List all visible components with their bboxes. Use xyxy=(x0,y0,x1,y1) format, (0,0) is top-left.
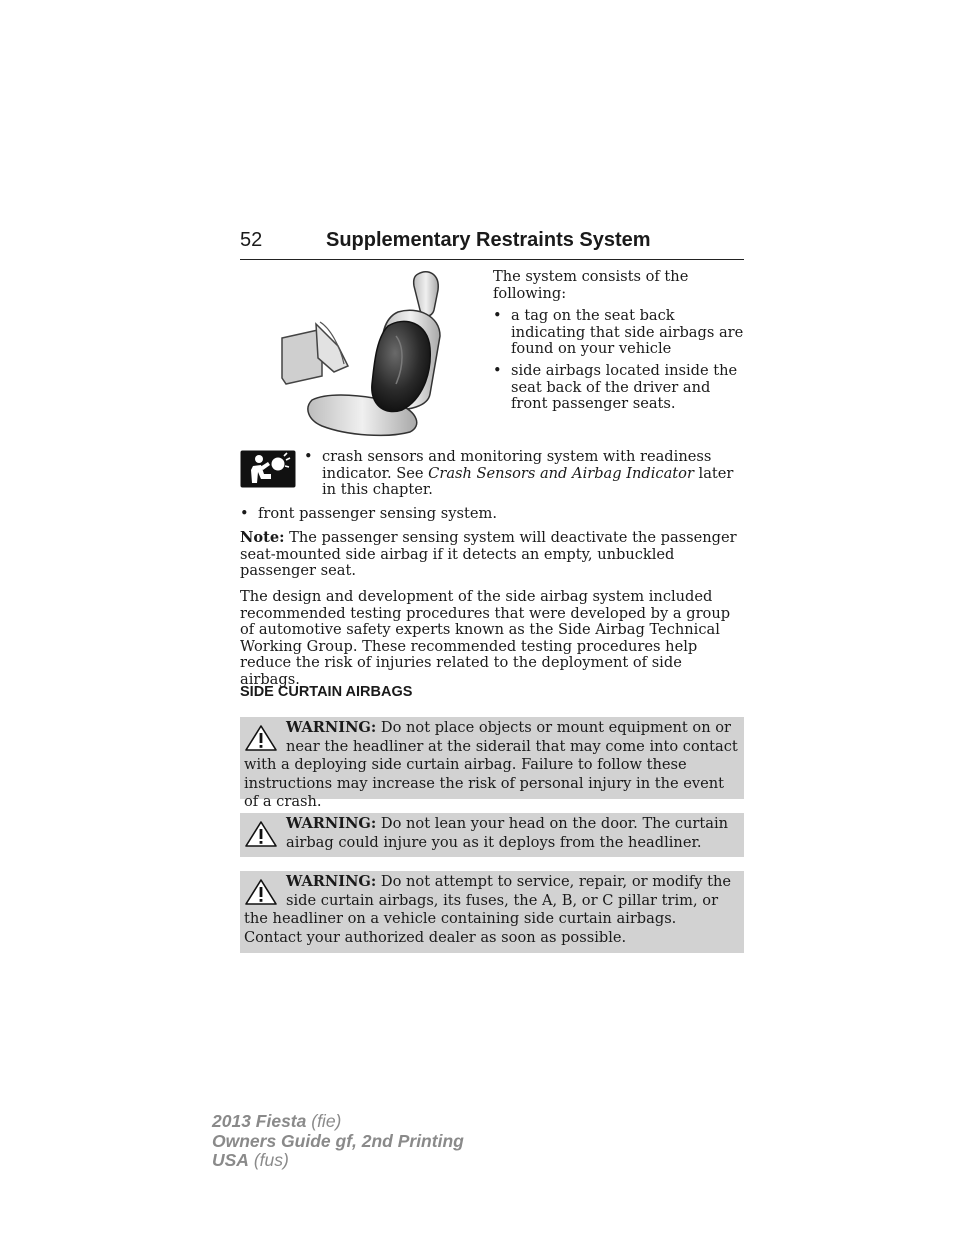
warning-label: WARNING: xyxy=(286,815,377,832)
warning-text: Do not lean your head on the door. The curtain airbag could injure you as it deploys from the headliner. xyxy=(286,815,729,851)
footer-market: USA xyxy=(212,1150,249,1170)
warning-label: WARNING: xyxy=(286,873,377,890)
footer-model-code: (fie) xyxy=(306,1111,342,1131)
crash-bullet-text: crash sensors and monitoring system with readiness indicator. See xyxy=(322,448,712,482)
crash-bullet-text-end: later in this chapter. xyxy=(322,464,734,499)
page-number: 52 xyxy=(240,229,263,251)
warning-box xyxy=(240,813,744,857)
warning-text: Do not attempt to service, repair, or modify the side curtain airbags, its fuses, the A, B, or C pillar trim, or the headliner on a vehicle containing side curtain airbags. Contact your authorized dealer as soon as possible. xyxy=(244,873,732,946)
design-paragraph: The design and development of the side airbag system included recommended testing procedures that were developed by a group of automotive safety experts known as the Side Airbag Technical Working Group. These recommended testing procedures help reduce the risk of injuries related to the deployment of side airbags. xyxy=(240,588,731,688)
warning-label: WARNING: xyxy=(286,719,377,736)
crash-sensor-bullet xyxy=(304,449,744,504)
intro-column xyxy=(493,269,744,418)
page-title: Supplementary Restraints System xyxy=(326,229,651,251)
crash-bullet-reference: Crash Sensors and Airbag Indicator xyxy=(428,464,694,482)
warning-triangle-icon xyxy=(244,820,278,848)
page-footer xyxy=(212,1112,464,1171)
seat-side-airbag-illustration xyxy=(278,266,464,440)
section-heading: SIDE CURTAIN AIRBAGS xyxy=(240,684,413,700)
warning-text: Do not place objects or mount equipment on or near the headliner at the siderail that may come into contact with a deploying side curtain airbag. Failure to follow these instructions may increase the risk of personal injury in the event of a crash. xyxy=(244,719,738,811)
note-text: The passenger sensing system will deactivate the passenger seat-mounted side airbag if it detects an empty, unbuckled passenger seat. xyxy=(240,529,737,580)
list-item xyxy=(304,449,744,499)
page-header xyxy=(240,229,744,260)
intro-text: The system consists of the following: xyxy=(493,268,689,302)
note-paragraph xyxy=(240,530,744,580)
footer-guide: Owners Guide gf, 2nd Printing xyxy=(212,1130,464,1151)
list-item: • side airbags located inside the seat back of the driver and front passenger seats. xyxy=(493,363,744,413)
passenger-sensing-bullet xyxy=(240,506,744,528)
list-item: • front passenger sensing system. xyxy=(240,506,744,523)
warning-triangle-icon xyxy=(244,724,278,752)
warning-triangle-icon xyxy=(244,878,278,906)
warning-box xyxy=(240,871,744,953)
footer-market-code: (fus) xyxy=(248,1150,289,1170)
note-label: Note: xyxy=(240,529,285,546)
intro-bullet-list xyxy=(493,308,744,413)
warning-box xyxy=(240,717,744,811)
airbag-indicator-icon xyxy=(240,450,296,488)
footer-model: 2013 Fiesta xyxy=(212,1111,307,1131)
list-item: • a tag on the seat back indicating that side airbags are found on your vehicle xyxy=(493,308,744,358)
